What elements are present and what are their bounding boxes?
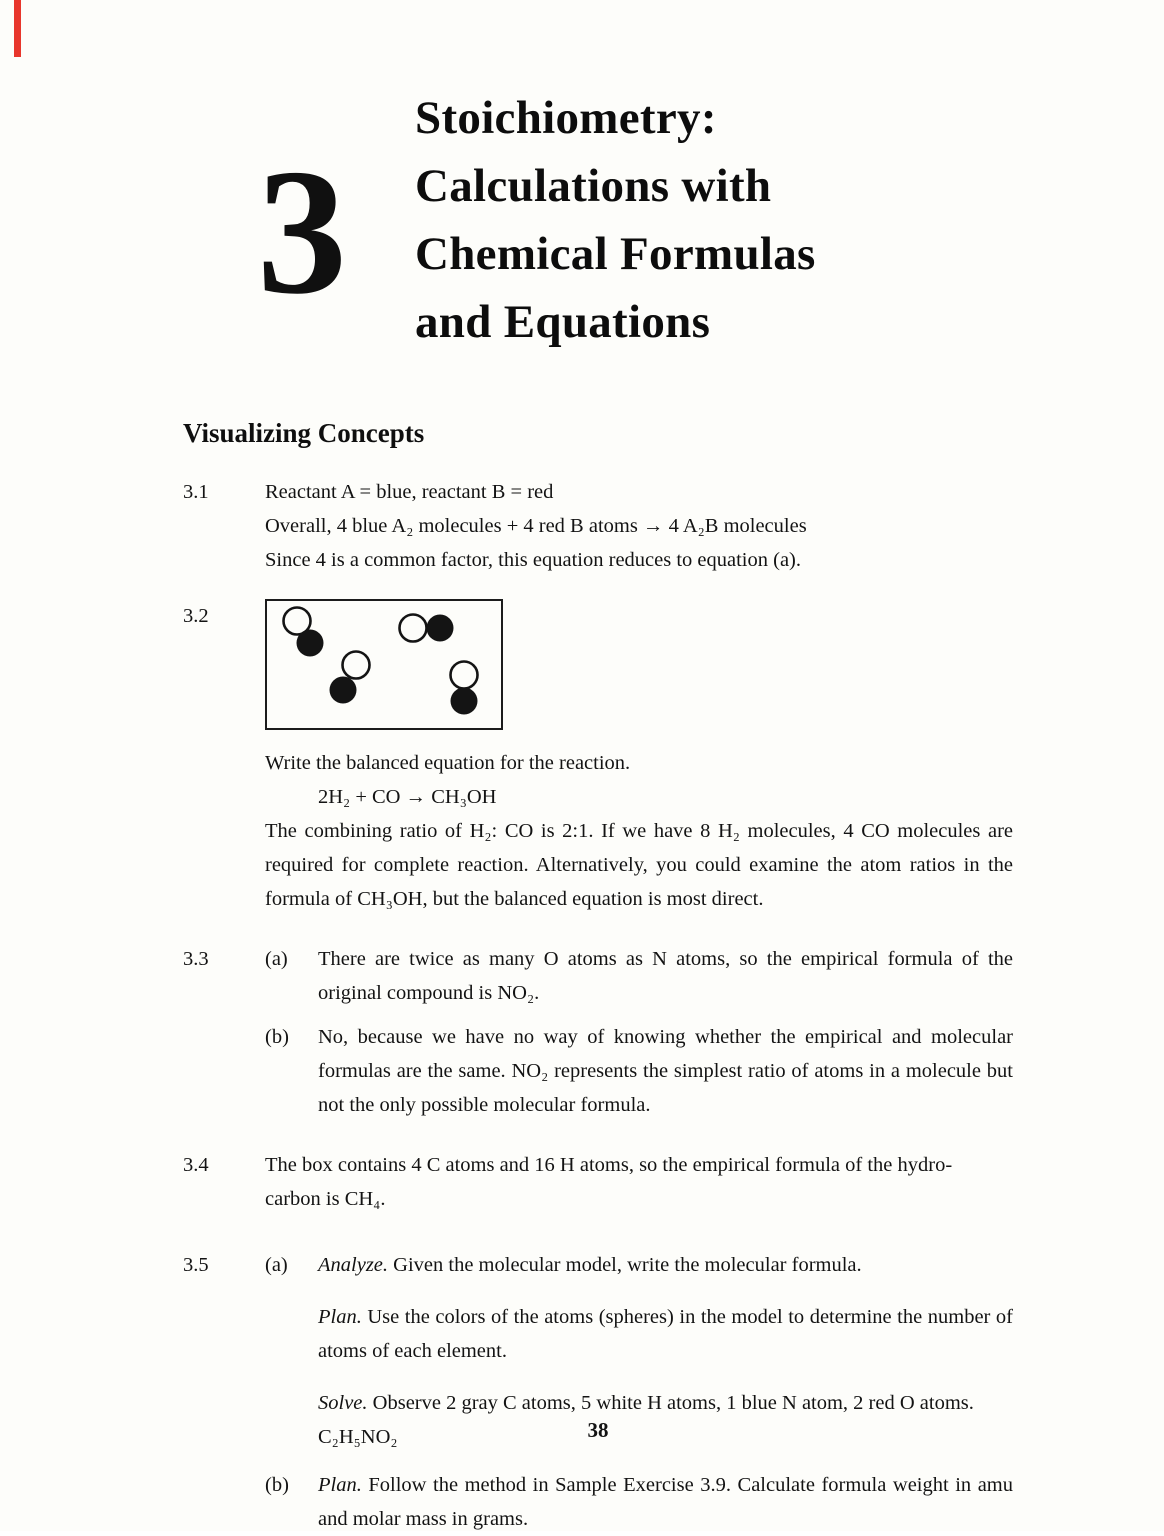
answer-line: The box contains 4 C atoms and 16 H atoms, so the empirical formula of the hydro- <box>265 1154 953 1176</box>
molecule-diagram <box>265 599 503 730</box>
molecule-3 <box>330 652 370 704</box>
sub-item-letter: (a) <box>265 948 288 970</box>
answer-line: Write the balanced equation for the reaction. <box>265 752 631 774</box>
chapter-header <box>257 84 1013 356</box>
molecule-4 <box>451 662 478 715</box>
problem-body <box>265 1248 1013 1536</box>
answer-paragraph: There are twice as many O atoms as N atoms, so the empirical formula of the original compound is NO₂. <box>318 948 1013 1004</box>
molecule-2 <box>400 615 454 642</box>
answer-paragraph <box>318 1468 1013 1536</box>
problem-body <box>265 599 1013 916</box>
sub-item-b <box>265 1020 1013 1122</box>
answer-line: Reactant A = blue, reactant B = red <box>265 481 554 503</box>
chemical-formula: C₂H₅NO₂ <box>318 1426 398 1448</box>
problem-number: 3.5 <box>183 1254 209 1276</box>
problem-number: 3.1 <box>183 481 209 503</box>
problem-body <box>265 1148 1013 1216</box>
chemical-equation: 2H₂ + CO → CH₃OH <box>318 786 497 808</box>
problem-body <box>265 942 1013 1122</box>
problem-3-2 <box>183 599 1013 916</box>
white-atom <box>400 615 427 642</box>
content-column <box>183 0 1013 1536</box>
problem-number: 3.3 <box>183 948 209 970</box>
black-atom <box>297 630 324 657</box>
step-label: Plan. <box>318 1474 362 1496</box>
chapter-number: 3 <box>257 132 347 331</box>
answer-paragraph: The combining ratio of H₂: CO is 2:1. If we have 8 H₂ molecules, 4 CO molecules are required for complete reaction. Alternatively, you could examine the atom ratios in the formula of CH₃OH, but the balanced equation is most direct. <box>265 820 1013 910</box>
black-atom <box>451 688 478 715</box>
step-label: Analyze. <box>318 1254 389 1276</box>
problem-3-4 <box>183 1148 1013 1216</box>
black-atom <box>427 615 454 642</box>
chapter-title <box>415 84 1013 356</box>
step-label: Solve. <box>318 1392 368 1414</box>
black-atom <box>330 677 357 704</box>
problem-number: 3.4 <box>183 1154 209 1176</box>
white-atom <box>451 662 478 689</box>
white-atom <box>343 652 370 679</box>
chapter-title-line: Stoichiometry: <box>415 92 717 144</box>
step-text: Observe 2 gray C atoms, 5 white H atoms, 1 blue N atom, 2 red O atoms. <box>367 1392 974 1414</box>
page-number: 38 <box>587 1418 609 1442</box>
answer-paragraph: No, because we have no way of knowing whether the empirical and molecular formulas are the same. NO₂ represents the simplest ratio of atoms in a molecule but not the only possible molecular formula. <box>318 1026 1013 1116</box>
chapter-title-line: and Equations <box>415 296 711 348</box>
problem-3-1 <box>183 475 1013 577</box>
chapter-title-line: Calculations with <box>415 160 772 212</box>
molecule-diagram-svg <box>267 601 501 728</box>
answer-line: Since 4 is a common factor, this equation reduces to equation (a). <box>265 549 802 571</box>
answer-paragraph <box>318 1248 1013 1282</box>
sub-item-a <box>265 942 1013 1010</box>
answer-line: carbon is CH₄. <box>265 1188 386 1210</box>
sub-item-b <box>265 1468 1013 1536</box>
problem-3-3 <box>183 942 1013 1122</box>
section-heading: Visualizing Concepts <box>183 418 425 448</box>
answer-paragraph <box>318 1300 1013 1368</box>
answer-line: Overall, 4 blue A₂ molecules + 4 red B atoms → 4 A₂B molecules <box>265 515 807 537</box>
step-text: Use the colors of the atoms (spheres) in the model to determine the number of atoms of each element. <box>318 1306 1013 1362</box>
molecule-1 <box>284 608 324 657</box>
problem-number: 3.2 <box>183 605 209 627</box>
sub-item-letter: (a) <box>265 1254 288 1276</box>
step-label: Plan. <box>318 1306 362 1328</box>
sub-item-body <box>318 1468 1013 1536</box>
chapter-title-line: Chemical Formulas <box>415 228 816 280</box>
problem-3-5 <box>183 1248 1013 1536</box>
step-text: Follow the method in Sample Exercise 3.9. Calculate formula weight in amu and molar mass in grams. <box>318 1474 1013 1530</box>
step-text: Given the molecular model, write the molecular formula. <box>388 1254 862 1276</box>
scan-red-mark <box>14 0 21 57</box>
sub-item-letter: (b) <box>265 1474 289 1496</box>
sub-item-letter: (b) <box>265 1026 289 1048</box>
problem-body <box>265 475 1013 577</box>
